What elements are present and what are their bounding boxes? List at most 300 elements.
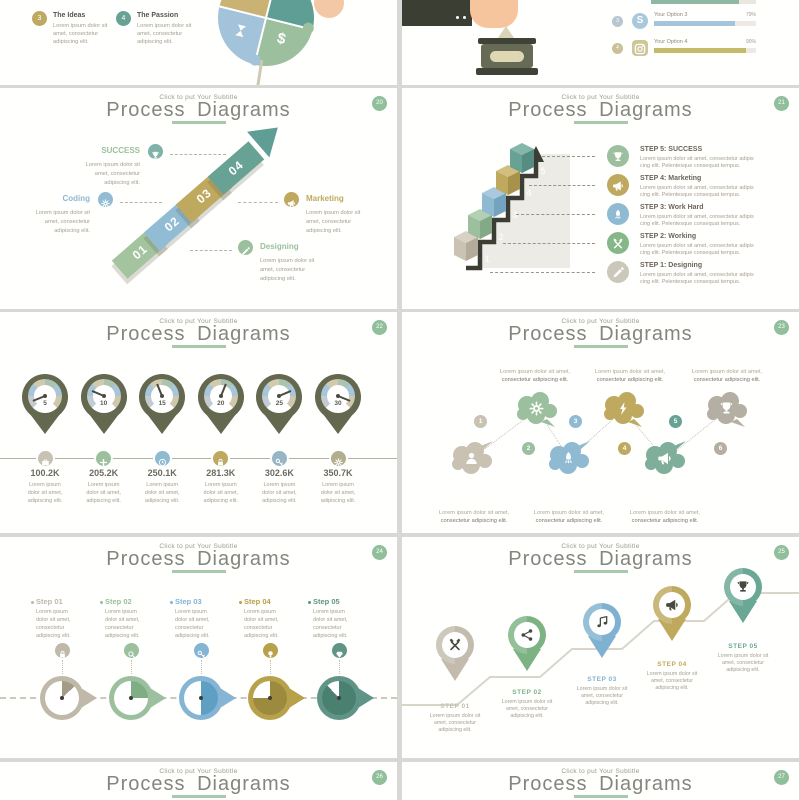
stat-value: 205.2K: [89, 468, 119, 478]
title-underline: [574, 570, 628, 573]
step-label: STEP 04: [657, 661, 687, 668]
connector-line: [238, 202, 278, 203]
lorem-text: amet, consectetur: [306, 219, 352, 225]
progress-fill: [654, 48, 746, 53]
share-icon: [520, 628, 534, 642]
lorem-text: dolor sit amet,: [175, 617, 210, 623]
map-pin: [505, 615, 549, 675]
lorem-text: dolor sit amet,: [36, 617, 71, 623]
pie-pin-tail: [289, 688, 305, 708]
pin-tail: [147, 414, 177, 434]
peach-circle: [314, 0, 344, 18]
lorem-text: Lorem ipsum dolor sit: [260, 258, 315, 264]
lorem-text: dolor sit amet,: [320, 490, 356, 496]
step-title: STEP 3: Work Hard: [640, 204, 704, 211]
suit-sleeve: [402, 0, 472, 26]
stat-value: 281.3K: [206, 468, 236, 478]
pie-pin-center-dot: [268, 696, 272, 700]
megaphone-icon: [612, 179, 624, 191]
lorem-text: Lorem ipsum dolor sit: [501, 699, 553, 705]
step-label: Step 01: [36, 597, 63, 606]
lorem-text: amet, consectetur: [505, 706, 549, 712]
slide-20[interactable]: [0, 88, 397, 309]
gauge-value: 25: [275, 400, 283, 407]
staircase-3d: [422, 138, 602, 273]
slide-27[interactable]: [402, 762, 799, 800]
lorem-text: adipiscing elit.: [105, 633, 140, 639]
lorem-text: Lorem ipsum: [29, 482, 61, 488]
step-block: 03: [176, 169, 232, 223]
gauge-pin: [22, 374, 68, 436]
label-title: Designing: [260, 242, 299, 251]
lorem-text: adipiscing elit.: [53, 39, 89, 45]
step-icon-circle: [332, 643, 347, 658]
pin-tail: [264, 414, 294, 434]
stat-value: 250.1K: [147, 468, 177, 478]
step-block: 01: [112, 225, 168, 279]
lorem-text: adipiscing elit.: [260, 276, 296, 282]
lorem-text: amet, consectetur: [137, 31, 183, 37]
number-badge: 2: [522, 442, 535, 455]
gauge-value: 20: [217, 400, 225, 407]
connector-line: [490, 272, 595, 273]
puzzle-knob: [302, 21, 315, 34]
lorem-text: amet, consectetur: [580, 693, 624, 699]
lorem-text: consectetur adipiscing elit.: [631, 518, 699, 524]
lorem-text: Lorem ipsum: [204, 482, 237, 488]
gauge-face: [321, 379, 355, 413]
gauge-value: 10: [99, 400, 108, 407]
hourglass-icon: [233, 23, 249, 39]
gauge-pin: [139, 374, 185, 436]
lorem-text: consectetur adipiscing elit.: [535, 518, 603, 524]
puzzle-bulb: [208, 0, 324, 76]
lorem-text: Lorem ipsum: [87, 482, 120, 488]
stair-number: 1: [484, 254, 490, 264]
cufflink-dot: [456, 16, 459, 19]
hand: [470, 0, 518, 28]
lorem-text: Lorem ipsum: [244, 609, 276, 615]
pie-pin-tail: [150, 688, 166, 708]
percent-label: 90%: [745, 39, 756, 45]
dollar-icon: $: [275, 29, 288, 49]
stair-number: 4: [526, 188, 532, 198]
bulb-icon: [242, 0, 257, 1]
percent-label: 79%: [745, 12, 756, 18]
slide-19[interactable]: [402, 0, 799, 85]
lorem-text: adipiscing elit.: [86, 498, 121, 504]
stat-value: 350.7K: [323, 468, 353, 478]
step-label: Step 05: [313, 597, 340, 606]
connector-line: [503, 243, 595, 244]
slide-title: Process Diagrams: [106, 99, 291, 121]
title-underline: [172, 570, 226, 573]
title-underline: [172, 345, 226, 348]
progress-fill: [654, 21, 735, 26]
lorem-text: amet, consectetur: [94, 171, 140, 177]
lorem-text: dolor sit amet,: [105, 617, 140, 623]
slide-subtitle: Click to put Your Subtitle: [159, 318, 238, 325]
lorem-text: amet, consectetur: [53, 31, 99, 37]
lorem-text: dolor sit amet,: [244, 617, 279, 623]
lorem-text: consectetur adipiscing elit.: [693, 377, 761, 383]
lorem-text: adipiscing elit.: [244, 633, 279, 639]
lorem-text: Lorem ipsum dolor sit: [137, 23, 192, 29]
lorem-text: Lorem ipsum dolor sit: [646, 671, 698, 677]
key-icon: [275, 454, 284, 463]
slide-26[interactable]: [0, 762, 397, 800]
slide-subtitle: Click to put Your Subtitle: [159, 768, 238, 775]
lorem-text: Lorem ipsum dolor sit: [85, 162, 140, 168]
magnifier-icon: [127, 646, 136, 655]
gauge-value: 5: [43, 400, 47, 407]
gauge-center-dot: [219, 394, 223, 398]
slide-title: Process Diagrams: [106, 548, 291, 570]
lorem-text: adipiscing elit.: [104, 180, 140, 186]
lorem-text: Lorem ipsum: [313, 609, 345, 615]
pie-pin-center-dot: [60, 696, 64, 700]
stair-number: 2: [498, 232, 504, 242]
lorem-text: adipiscing elit.: [175, 633, 210, 639]
step-icon-circle: [194, 643, 209, 658]
instagram-icon-bg: [632, 40, 648, 56]
pencil-icon: [241, 243, 250, 252]
lorem-text: consectetur adipiscing elit.: [440, 518, 508, 524]
gauge-face: [145, 379, 179, 413]
stair-number: 3: [512, 210, 518, 220]
timeline-circle: [272, 451, 287, 466]
slide-subtitle: Click to put Your Subtitle: [561, 768, 640, 775]
trophy-icon: [612, 150, 624, 162]
tools-icon: [448, 638, 462, 652]
slide-21[interactable]: [402, 88, 799, 309]
rocket-icon: [612, 208, 624, 220]
cloud: [545, 439, 593, 479]
lorem-text: adipiscing elit.: [313, 633, 348, 639]
megaphone-icon: [657, 451, 672, 466]
gauge-face: [87, 379, 121, 413]
connector-line: [516, 214, 595, 215]
megaphone-icon: [287, 195, 296, 204]
lorem-text: consectetur: [175, 625, 204, 631]
lorem-text: dolor sit amet,: [262, 490, 297, 496]
lorem-text: adipiscing elit.: [203, 498, 239, 504]
lorem-text: amet, consectetur: [433, 720, 477, 726]
lorem-text: dolor sit amet,: [313, 617, 348, 623]
lorem-text: Lorem ipsum: [105, 609, 137, 615]
timeline-circle: [96, 451, 111, 466]
lorem-text: Lorem ipsum dolor sit: [35, 210, 90, 216]
lorem-text: cing elit. Pelentesque consequat tempus.: [640, 163, 741, 169]
number-badge: 4: [116, 11, 131, 26]
lorem-text: dolor sit amet,: [86, 490, 121, 496]
slide-22[interactable]: [0, 312, 397, 533]
lorem-text: adipiscing elit.: [36, 633, 71, 639]
slide-title: Process Diagrams: [508, 99, 693, 121]
step-icon-circle: [607, 203, 629, 225]
gauge-center-dot: [336, 394, 340, 398]
lorem-text: adipiscing elit.: [726, 667, 760, 673]
pin-tail: [206, 414, 236, 434]
title-underline: [172, 121, 226, 124]
connector-line: [339, 660, 340, 674]
pie-pin-tail: [220, 688, 236, 708]
lorem-text: adipiscing elit.: [54, 228, 90, 234]
step-bullet: [239, 601, 242, 604]
lorem-text: Lorem ipsum: [175, 609, 207, 615]
briefcase-icon: [41, 454, 50, 463]
step-label: Step 02: [105, 597, 132, 606]
pie-pin-tail: [81, 688, 97, 708]
plus-icon: [99, 454, 108, 463]
connector-line: [62, 660, 63, 674]
slide-title: Process Diagrams: [508, 548, 693, 570]
cloud: [513, 389, 561, 429]
lorem-text: cing elit. Pelentesque consequat tempus.: [640, 192, 741, 198]
step-icon-circle: [607, 174, 629, 196]
tools-icon: [612, 237, 624, 249]
connector-line: [120, 202, 162, 203]
connector-line: [170, 154, 226, 155]
lorem-text: Lorem ipsum dolor sit amet, consectetur adipis: [640, 243, 754, 249]
slide-subtitle: Click to put Your Subtitle: [561, 94, 640, 101]
lorem-text: adipiscing elit.: [585, 700, 619, 706]
step-title: STEP 2: Working: [640, 233, 697, 240]
gauge-face: [28, 379, 62, 413]
lorem-text: Lorem ipsum dolor sit: [306, 210, 361, 216]
lorem-text: adipiscing elit.: [262, 498, 297, 504]
stat-value: 100.2K: [30, 468, 60, 478]
cufflink-dot: [463, 16, 466, 19]
lorem-text: Lorem ipsum dolor sit: [53, 23, 108, 29]
music-icon: [595, 615, 609, 629]
trophy-base: [476, 68, 538, 75]
gauge-center-dot: [102, 394, 106, 398]
person-icon: [464, 451, 479, 466]
number-badge: 4: [612, 43, 623, 54]
trophy-icon: [736, 580, 750, 594]
pie-pin-tail: [358, 688, 374, 708]
label-icon-circle: [284, 192, 299, 207]
lorem-text: amet, consectetur: [44, 219, 90, 225]
lorem-text: Lorem ipsum dolor sit amet,: [594, 369, 666, 375]
pie-pin-center-dot: [337, 696, 341, 700]
page-number-badge: 20: [372, 96, 387, 111]
step-block: 04: [208, 141, 264, 195]
step-icon-circle: [124, 643, 139, 658]
map-pin: [650, 585, 694, 645]
connector-line: [190, 250, 232, 251]
megaphone-icon: [665, 598, 679, 612]
stair-number: 5: [540, 166, 546, 176]
connector-line: [270, 660, 271, 674]
cloud: [600, 389, 648, 429]
slide-title: Process Diagrams: [508, 773, 693, 795]
page-number-badge: 21: [774, 96, 789, 111]
step-label: STEP 03: [587, 676, 617, 683]
lorem-text: Lorem ipsum dolor sit amet,: [691, 369, 763, 375]
lorem-text: Lorem ipsum dolor sit: [576, 686, 628, 692]
gauge-pin: [315, 374, 361, 436]
connector-line: [542, 156, 595, 157]
number-badge: 6: [714, 442, 727, 455]
lorem-text: adipiscing elit.: [438, 727, 472, 733]
gauge-center-dot: [43, 394, 47, 398]
lorem-text: Lorem ipsum dolor sit amet,: [499, 369, 571, 375]
slide-24[interactable]: [0, 537, 397, 758]
lorem-text: consectetur: [244, 625, 273, 631]
connector-line: [201, 660, 202, 674]
timeline-circle: [213, 451, 228, 466]
bolt-icon: [616, 401, 631, 416]
lorem-text: adipiscing elit.: [320, 498, 356, 504]
slide-subtitle: Click to put Your Subtitle: [561, 543, 640, 550]
slide-title: Process Diagrams: [106, 773, 291, 795]
slide-subtitle: Click to put Your Subtitle: [159, 94, 238, 101]
gauge-value: 30: [334, 400, 342, 407]
step-block: 02: [144, 197, 200, 251]
gear-icon: [529, 401, 544, 416]
lorem-text: consectetur: [105, 625, 134, 631]
step-title: STEP 4: Marketing: [640, 175, 702, 182]
title-underline: [574, 121, 628, 124]
step-bullet: [100, 601, 103, 604]
step-label: Step 04: [244, 597, 271, 606]
lorem-text: amet, consectetur: [650, 678, 694, 684]
lorem-text: amet, consectetur: [260, 267, 306, 273]
step-title: STEP 1: Designing: [640, 262, 703, 269]
step-label: STEP 05: [728, 643, 758, 650]
option-label: Your Option 3: [654, 12, 688, 18]
step-icon-circle: [607, 261, 629, 283]
lorem-text: Lorem ipsum dolor sit amet, consectetur adipis: [640, 156, 754, 162]
connector-line: [529, 185, 595, 186]
step-icon-circle: [263, 643, 278, 658]
page-number-badge: 25: [774, 545, 789, 560]
cloud: [641, 439, 689, 479]
option-label: Your Option 4: [654, 39, 688, 45]
number-badge: 3: [612, 16, 623, 27]
lorem-text: Lorem ipsum: [263, 482, 296, 488]
lorem-text: Lorem ipsum dolor sit amet, consectetur adipis: [640, 214, 754, 220]
slide-subtitle: Click to put Your Subtitle: [561, 318, 640, 325]
clock-icon: [158, 454, 167, 463]
map-pin: [433, 625, 477, 685]
step-title: STEP 5: SUCCESS: [640, 146, 703, 153]
number-badge: 5: [669, 415, 682, 428]
skype-icon: S: [632, 13, 648, 29]
gauge-face: [204, 379, 238, 413]
lorem-text: adipiscing elit.: [144, 498, 180, 504]
slide-23[interactable]: [402, 312, 799, 533]
cloud: [448, 439, 496, 479]
map-pin: [721, 567, 765, 627]
instagram-icon: [634, 42, 646, 54]
page-number-badge: 24: [372, 545, 387, 560]
lorem-text: Lorem ipsum dolor sit: [717, 653, 769, 659]
gauge-pin: [256, 374, 302, 436]
timeline-circle: [331, 451, 346, 466]
label-icon-circle: [238, 240, 253, 255]
slide-title: Process Diagrams: [106, 323, 291, 345]
lorem-text: consectetur adipiscing elit.: [501, 377, 569, 383]
gauge-pin: [81, 374, 127, 436]
page-number-badge: 23: [774, 320, 789, 335]
lorem-text: amet, consectetur: [721, 660, 765, 666]
step-label: STEP 01: [440, 703, 470, 710]
title-underline: [172, 795, 226, 798]
title-underline: [574, 795, 628, 798]
trophy-band: [490, 51, 524, 62]
map-pin: [580, 602, 624, 662]
timeline-circle: [155, 451, 170, 466]
step-icon-circle: [607, 232, 629, 254]
lorem-text: Lorem ipsum dolor sit amet, consectetur adipis: [640, 272, 754, 278]
step-bullet: [308, 601, 311, 604]
lorem-text: adipiscing elit.: [27, 498, 63, 504]
lorem-text: consectetur: [36, 625, 65, 631]
lorem-text: adipiscing elit.: [137, 39, 173, 45]
gauge-pin: [198, 374, 244, 436]
step-icon-circle: [55, 643, 70, 658]
label-title: Marketing: [306, 194, 344, 203]
timeline-circle: [38, 451, 53, 466]
slide-25[interactable]: [402, 537, 799, 758]
page-number-badge: 22: [372, 320, 387, 335]
lorem-text: Lorem ipsum: [36, 609, 68, 615]
lorem-text: Lorem ipsum: [322, 482, 354, 488]
cloud: [703, 389, 751, 429]
lorem-text: dolor sit amet,: [27, 490, 63, 496]
connector-line: [131, 660, 132, 674]
lorem-text: Lorem ipsum dolor sit amet,: [533, 510, 605, 516]
item-title: The Passion: [137, 12, 179, 19]
lock-icon: [58, 646, 67, 655]
lorem-text: Lorem ipsum: [146, 482, 179, 488]
number-badge: 3: [569, 415, 582, 428]
lorem-text: adipiscing elit.: [655, 685, 689, 691]
step-icon-circle: [607, 145, 629, 167]
step-label: Step 03: [175, 597, 202, 606]
lorem-text: consectetur adipiscing elit.: [596, 377, 664, 383]
lorem-text: adipiscing elit.: [306, 228, 342, 234]
pin-tail: [323, 414, 353, 434]
lorem-text: dolor sit amet,: [203, 490, 239, 496]
gauge-value: 15: [158, 400, 166, 407]
trophy-icon: [151, 147, 160, 156]
lock-icon: [216, 454, 225, 463]
number-badge: 3: [32, 11, 47, 26]
step-bullet: [31, 601, 34, 604]
label-title: SUCCESS: [101, 146, 140, 155]
slide-18[interactable]: [0, 0, 397, 85]
pin-tail: [30, 414, 60, 434]
key-icon: [197, 646, 206, 655]
lorem-text: cing elit. Pelentesque consequat tempus.: [640, 221, 741, 227]
number-badge: 1: [474, 415, 487, 428]
step-bullet: [170, 601, 173, 604]
title-underline: [574, 345, 628, 348]
lorem-text: cing elit. Pelentesque consequat tempus.: [640, 250, 741, 256]
label-icon-circle: [148, 144, 163, 159]
lorem-text: Lorem ipsum dolor sit amet,: [629, 510, 701, 516]
lorem-text: adipiscing elit.: [510, 713, 544, 719]
number-badge: 4: [618, 442, 631, 455]
slide-title: Process Diagrams: [508, 323, 693, 345]
diamond-icon: [335, 646, 344, 655]
gear-icon: [334, 454, 343, 463]
page-number-badge: 26: [372, 770, 387, 785]
